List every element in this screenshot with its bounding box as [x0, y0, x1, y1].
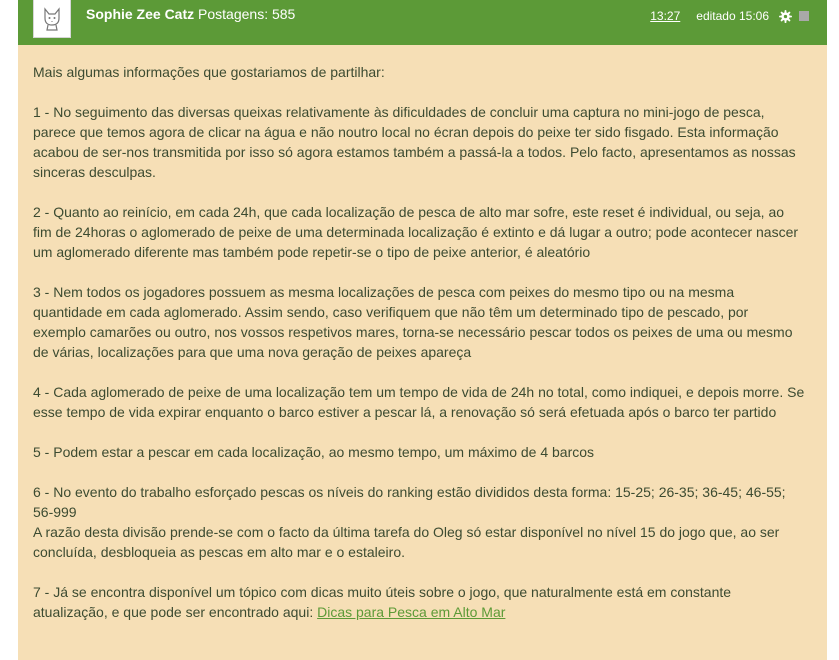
post-body	[33, 62, 805, 642]
post-paragraph-4: 4 - Cada aglomerado de peixe de uma localização tem um tempo de vida de 24h no total, como indiquei, e depois morre. Se esse tempo de vida expirar enquanto o barco estiver a pescar lá, a renovação só será efetuada após o barco ter partido	[33, 384, 805, 420]
avatar[interactable]	[33, 0, 71, 38]
post-paragraph-6	[33, 482, 805, 562]
post-header	[18, 0, 827, 45]
square-icon[interactable]	[799, 11, 809, 21]
post-paragraph-7-text: 7 - Já se encontra disponível um tópico com dicas muito úteis sobre o jogo, que naturalmente está em constante atualização, e que pode ser encontrado aqui:	[33, 584, 732, 620]
dicas-topic-link[interactable]: Dicas para Pesca em Alto Mar	[317, 604, 506, 620]
post-meta	[650, 9, 809, 23]
post-paragraph-1: 1 - No seguimento das diversas queixas relativamente às dificuldades de concluir uma captura no mini-jogo de pesca, parece que temos agora de clicar na água e não noutro local no écran depois do peixe ter sido fisgado. Esta informação acabou de ser-nos transmitida por isso só agora estamos também a passá-la a todos. Pelo facto, apresentamos as nossas sinceras desculpas.	[33, 104, 796, 180]
post-paragraph-6-reason: A razão desta divisão prende-se com o facto da última tarefa do Oleg só estar disponível no nível 15 do jogo que, ao ser concluída, desbloqueia as pescas em alto mar e o estaleiro.	[33, 524, 780, 560]
post-paragraph-3: 3 - Nem todos os jogadores possuem as mesma localizações de pesca com peixes do mesmo tipo ou na mesma quantidade em cada aglomerado. Assim sendo, caso verifiquem que não têm um determinado tipo de pescado, por exemplo camarões ou outro, nos vossos respetivos mares, torna-se necessário pescar todos os peixes de uma ou mesmo de várias, localizações para que uma nova geração de peixes apareça	[33, 284, 793, 360]
author-name[interactable]: Sophie Zee Catz	[86, 6, 195, 22]
edited-label: editado 15:06	[696, 9, 769, 23]
forum-post	[18, 0, 827, 660]
post-paragraph-2: 2 - Quanto ao reinício, em cada 24h, que cada localização de pesca de alto mar sofre, este reset é individual, ou seja, ao fim de 24horas o aglomerado de peixe de uma determinada localização é extinto e dá lugar a outro; pode acontecer nascer um aglomerado diferente mas também pode repetir-se o tipo de peixe anterior, é aleatório	[33, 204, 799, 260]
post-intro: Mais algumas informações que gostariamos de partilhar:	[33, 64, 385, 80]
post-count: Postagens: 585	[198, 6, 296, 22]
post-time-link[interactable]: 13:27	[650, 9, 681, 23]
cat-avatar-icon	[40, 6, 64, 32]
post-paragraph-7	[33, 582, 805, 622]
post-paragraph-5: 5 - Podem estar a pescar em cada localização, ao mesmo tempo, um máximo de 4 barcos	[33, 444, 595, 460]
author-line	[86, 6, 295, 22]
post-paragraph-6-ranking: 6 - No evento do trabalho esforçado pescas os níveis do ranking estão divididos desta forma: 15-25; 26-35; 36-45; 46-55; 56-999	[33, 484, 786, 520]
gear-icon[interactable]	[779, 10, 792, 23]
